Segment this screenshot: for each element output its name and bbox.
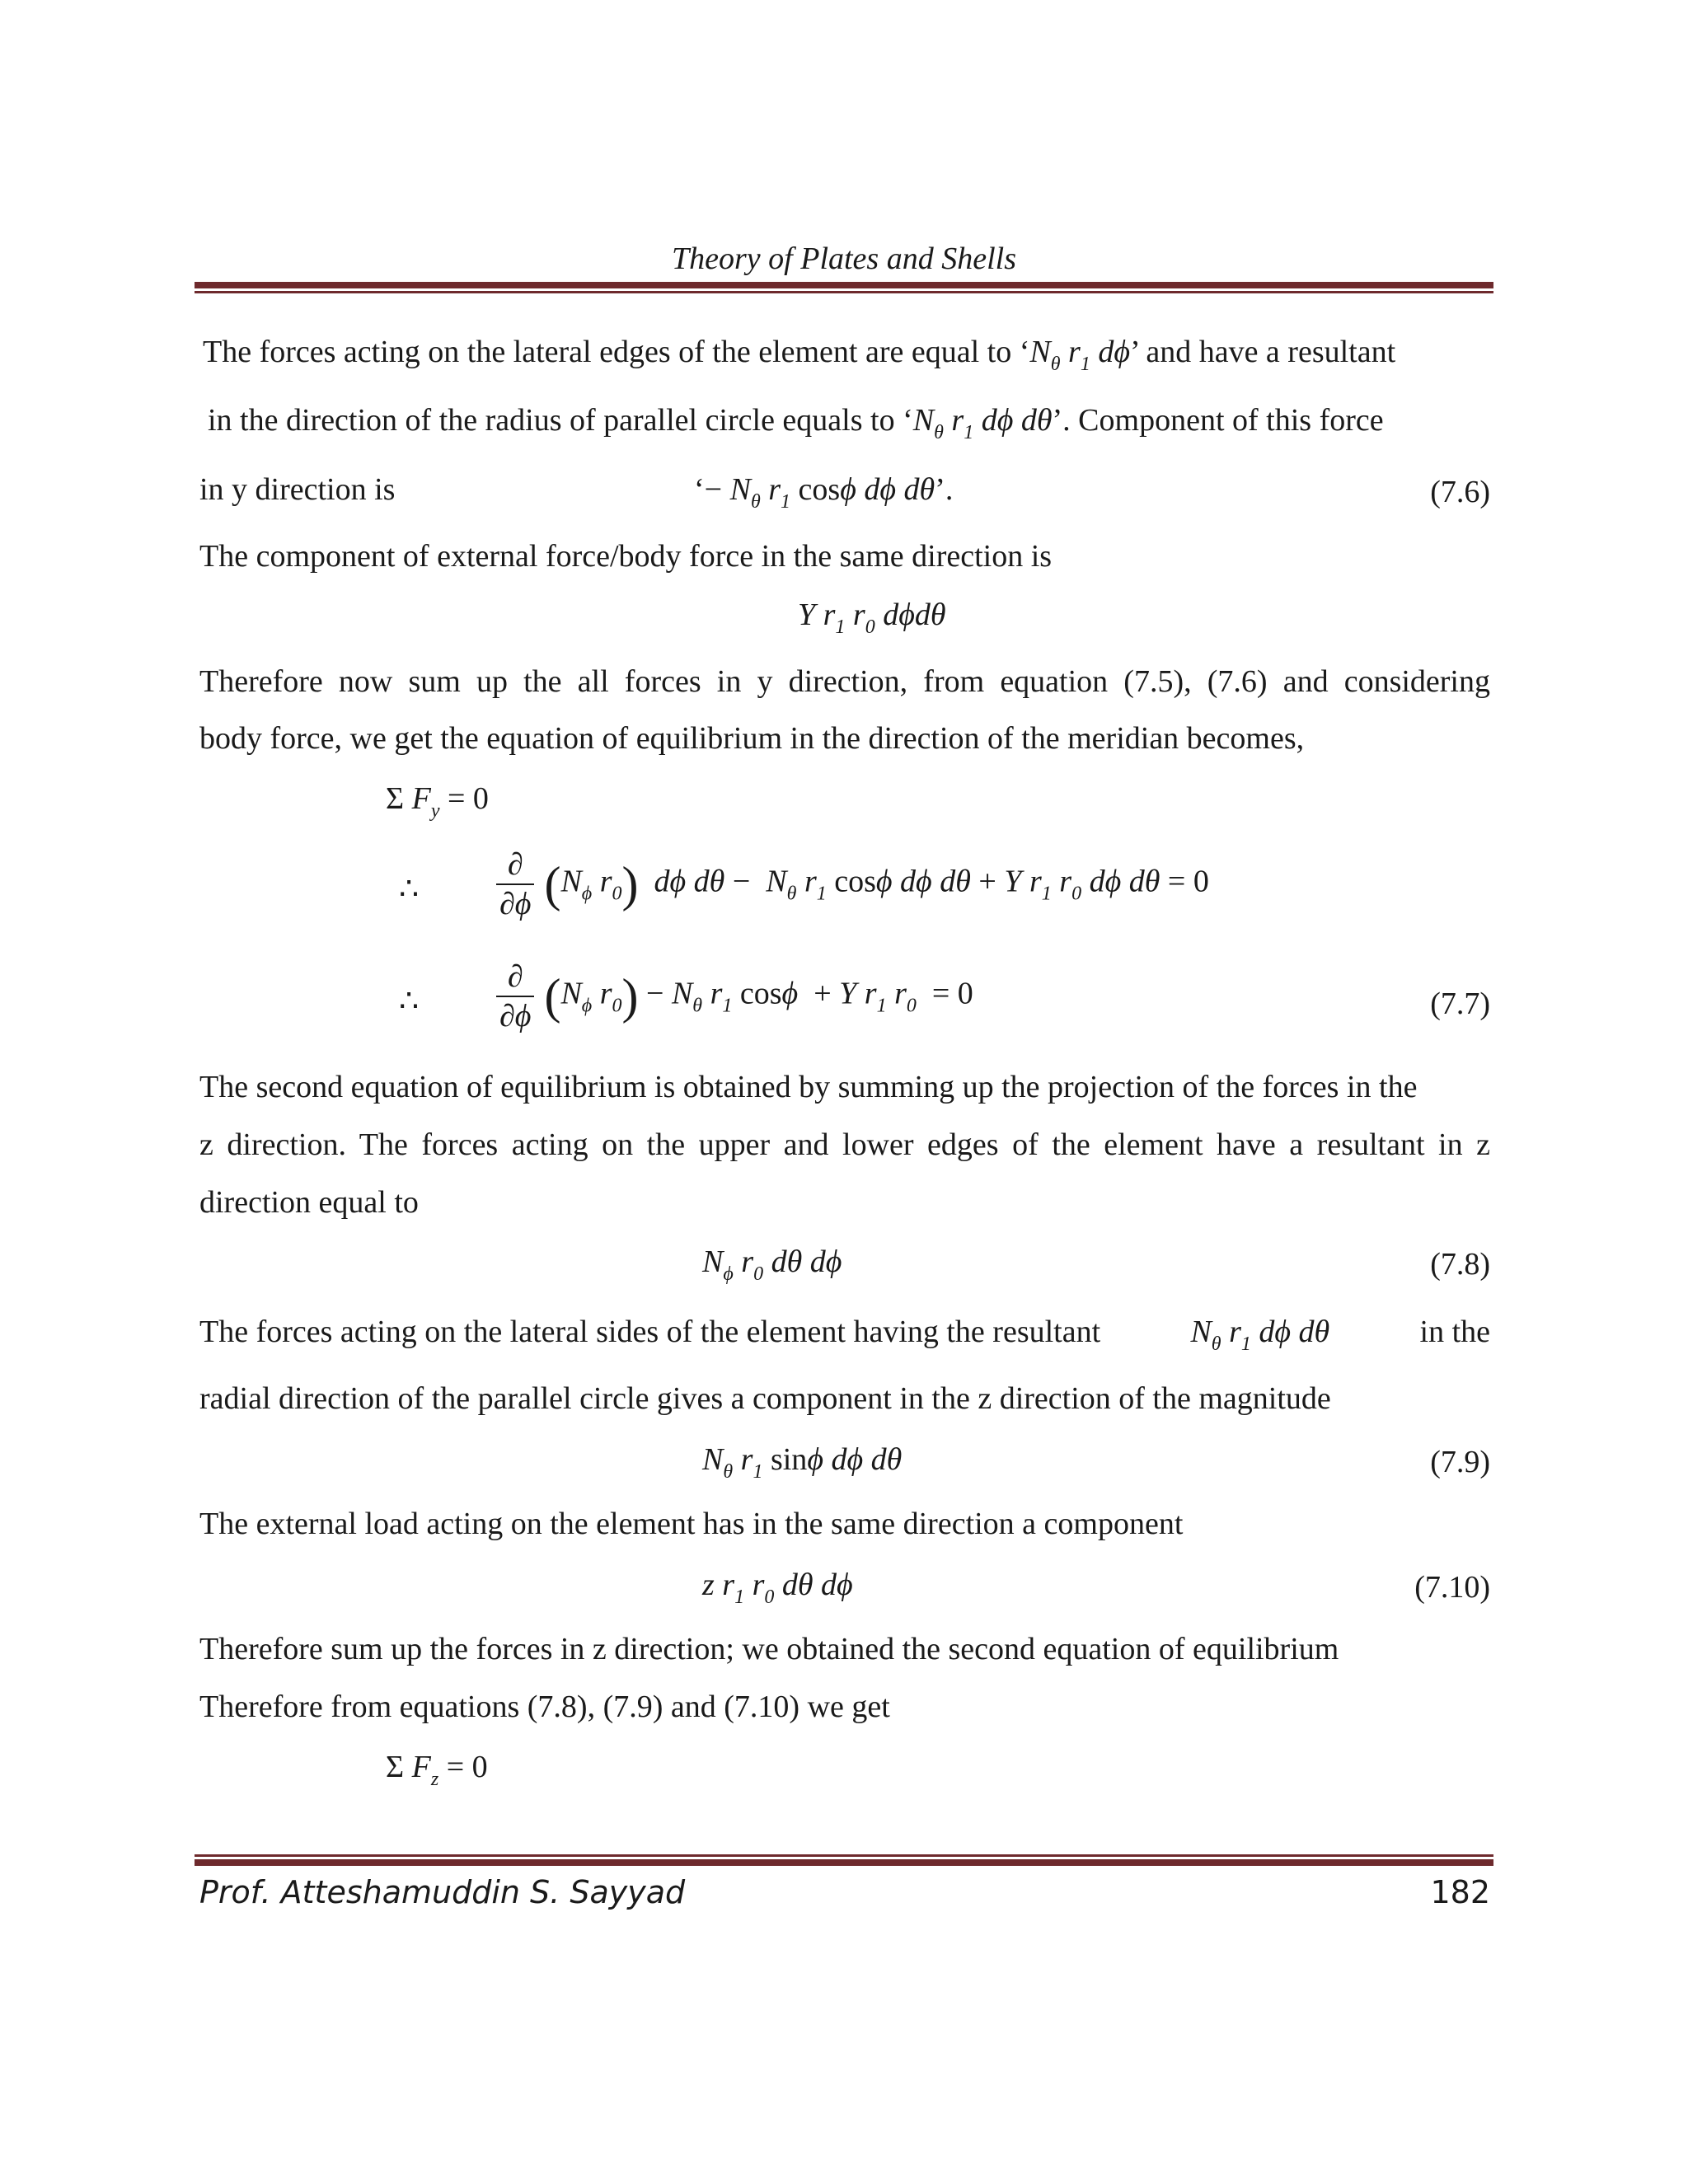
equilibrium-equation-expanded: $\frac{\partial}{\partial\phi}$ ($N_\phi$ $r_0$) dϕ $d\theta - N_\theta$ $r_1$ cosϕ dϕ dθ + Y $r_1$ $r_0$ dϕ dθ = 0 xyxy=(486,849,1209,920)
body-force-expression: Y $r_1$ $r_0$ dϕdθ xyxy=(798,598,946,638)
page-number: 182 xyxy=(1430,1874,1490,1910)
therefore-symbol: ∴ xyxy=(399,872,420,907)
equation-7-6: ‘− $N_\theta$ $r_1$ cosϕ dϕ dθ’. xyxy=(694,472,954,513)
paragraph-line: The forces acting on the lateral edges of the element are equal to ‘$N_\theta$ $r_1$ dϕ’ and have a resultant xyxy=(203,335,1396,375)
equation-7-7: $\frac{\partial}{\partial\phi}$ ($N_\phi$ $r_0) - N_\theta$ $r_1$ cosϕ + Y $r_1$ $r_0 = 0$ xyxy=(486,961,973,1032)
equation-7-8: $N_\phi$ $r_0$ dθ dϕ xyxy=(702,1244,842,1285)
paragraph-line: Therefore now sum up the all forces in y direction, from equation (7.5), (7.6) and considering xyxy=(199,664,1490,699)
sum-fy-equation: Σ $F_y = 0$ xyxy=(386,781,489,822)
footer-rule-thin xyxy=(195,1854,1493,1857)
paragraph-line: body force, we get the equation of equilibrium in the direction of the meridian becomes, xyxy=(199,721,1305,756)
equation-7-10: z $r_1$ $r_0$ dθ dϕ xyxy=(702,1568,853,1608)
paragraph-line: in y direction is xyxy=(199,472,396,507)
paragraph-line: The external load acting on the element has in the same direction a component xyxy=(199,1507,1184,1541)
equation-number: (7.8) xyxy=(1430,1247,1490,1282)
footer-rule-thick xyxy=(195,1859,1493,1866)
equation-7-9: $N_\theta$ $r_1$ sinϕ dϕ dθ xyxy=(702,1442,903,1483)
paragraph-line: The forces acting on the lateral sides of the element having the resultant $N_\theta$ $r_1$ dϕ dθ in the xyxy=(199,1315,1490,1355)
paragraph-line: in the direction of the radius of parallel circle equals to ‘$N_\theta$ $r_1$ dϕ dθ’. Component of this force xyxy=(208,403,1384,443)
footer-author: Prof. Atteshamuddin S. Sayyad xyxy=(199,1874,686,1910)
therefore-symbol: ∴ xyxy=(399,984,420,1019)
equation-number: (7.6) xyxy=(1430,475,1490,509)
paragraph-line: z direction. The forces acting on the upper and lower edges of the element have a resultant in z xyxy=(199,1127,1490,1162)
equation-number: (7.7) xyxy=(1430,987,1490,1021)
running-header: Theory of Plates and Shells xyxy=(672,241,1016,276)
paragraph-line: radial direction of the parallel circle gives a component in the z direction of the magnitude xyxy=(199,1381,1331,1416)
paragraph-line: The component of external force/body force in the same direction is xyxy=(199,539,1053,574)
header-rule-thin xyxy=(195,291,1493,293)
paragraph-line: The second equation of equilibrium is obtained by summing up the projection of the forces in the xyxy=(199,1070,1418,1104)
paragraph-line: direction equal to xyxy=(199,1185,419,1220)
paragraph-line: Therefore from equations (7.8), (7.9) and (7.10) we get xyxy=(199,1690,890,1724)
equation-number: (7.10) xyxy=(1414,1570,1490,1605)
sum-fz-equation: Σ $F_z = 0$ xyxy=(386,1750,488,1790)
paragraph-line: Therefore sum up the forces in z direction; we obtained the second equation of equilibrium xyxy=(199,1632,1339,1666)
equation-number: (7.9) xyxy=(1430,1445,1490,1479)
header-rule-thick xyxy=(195,282,1493,288)
